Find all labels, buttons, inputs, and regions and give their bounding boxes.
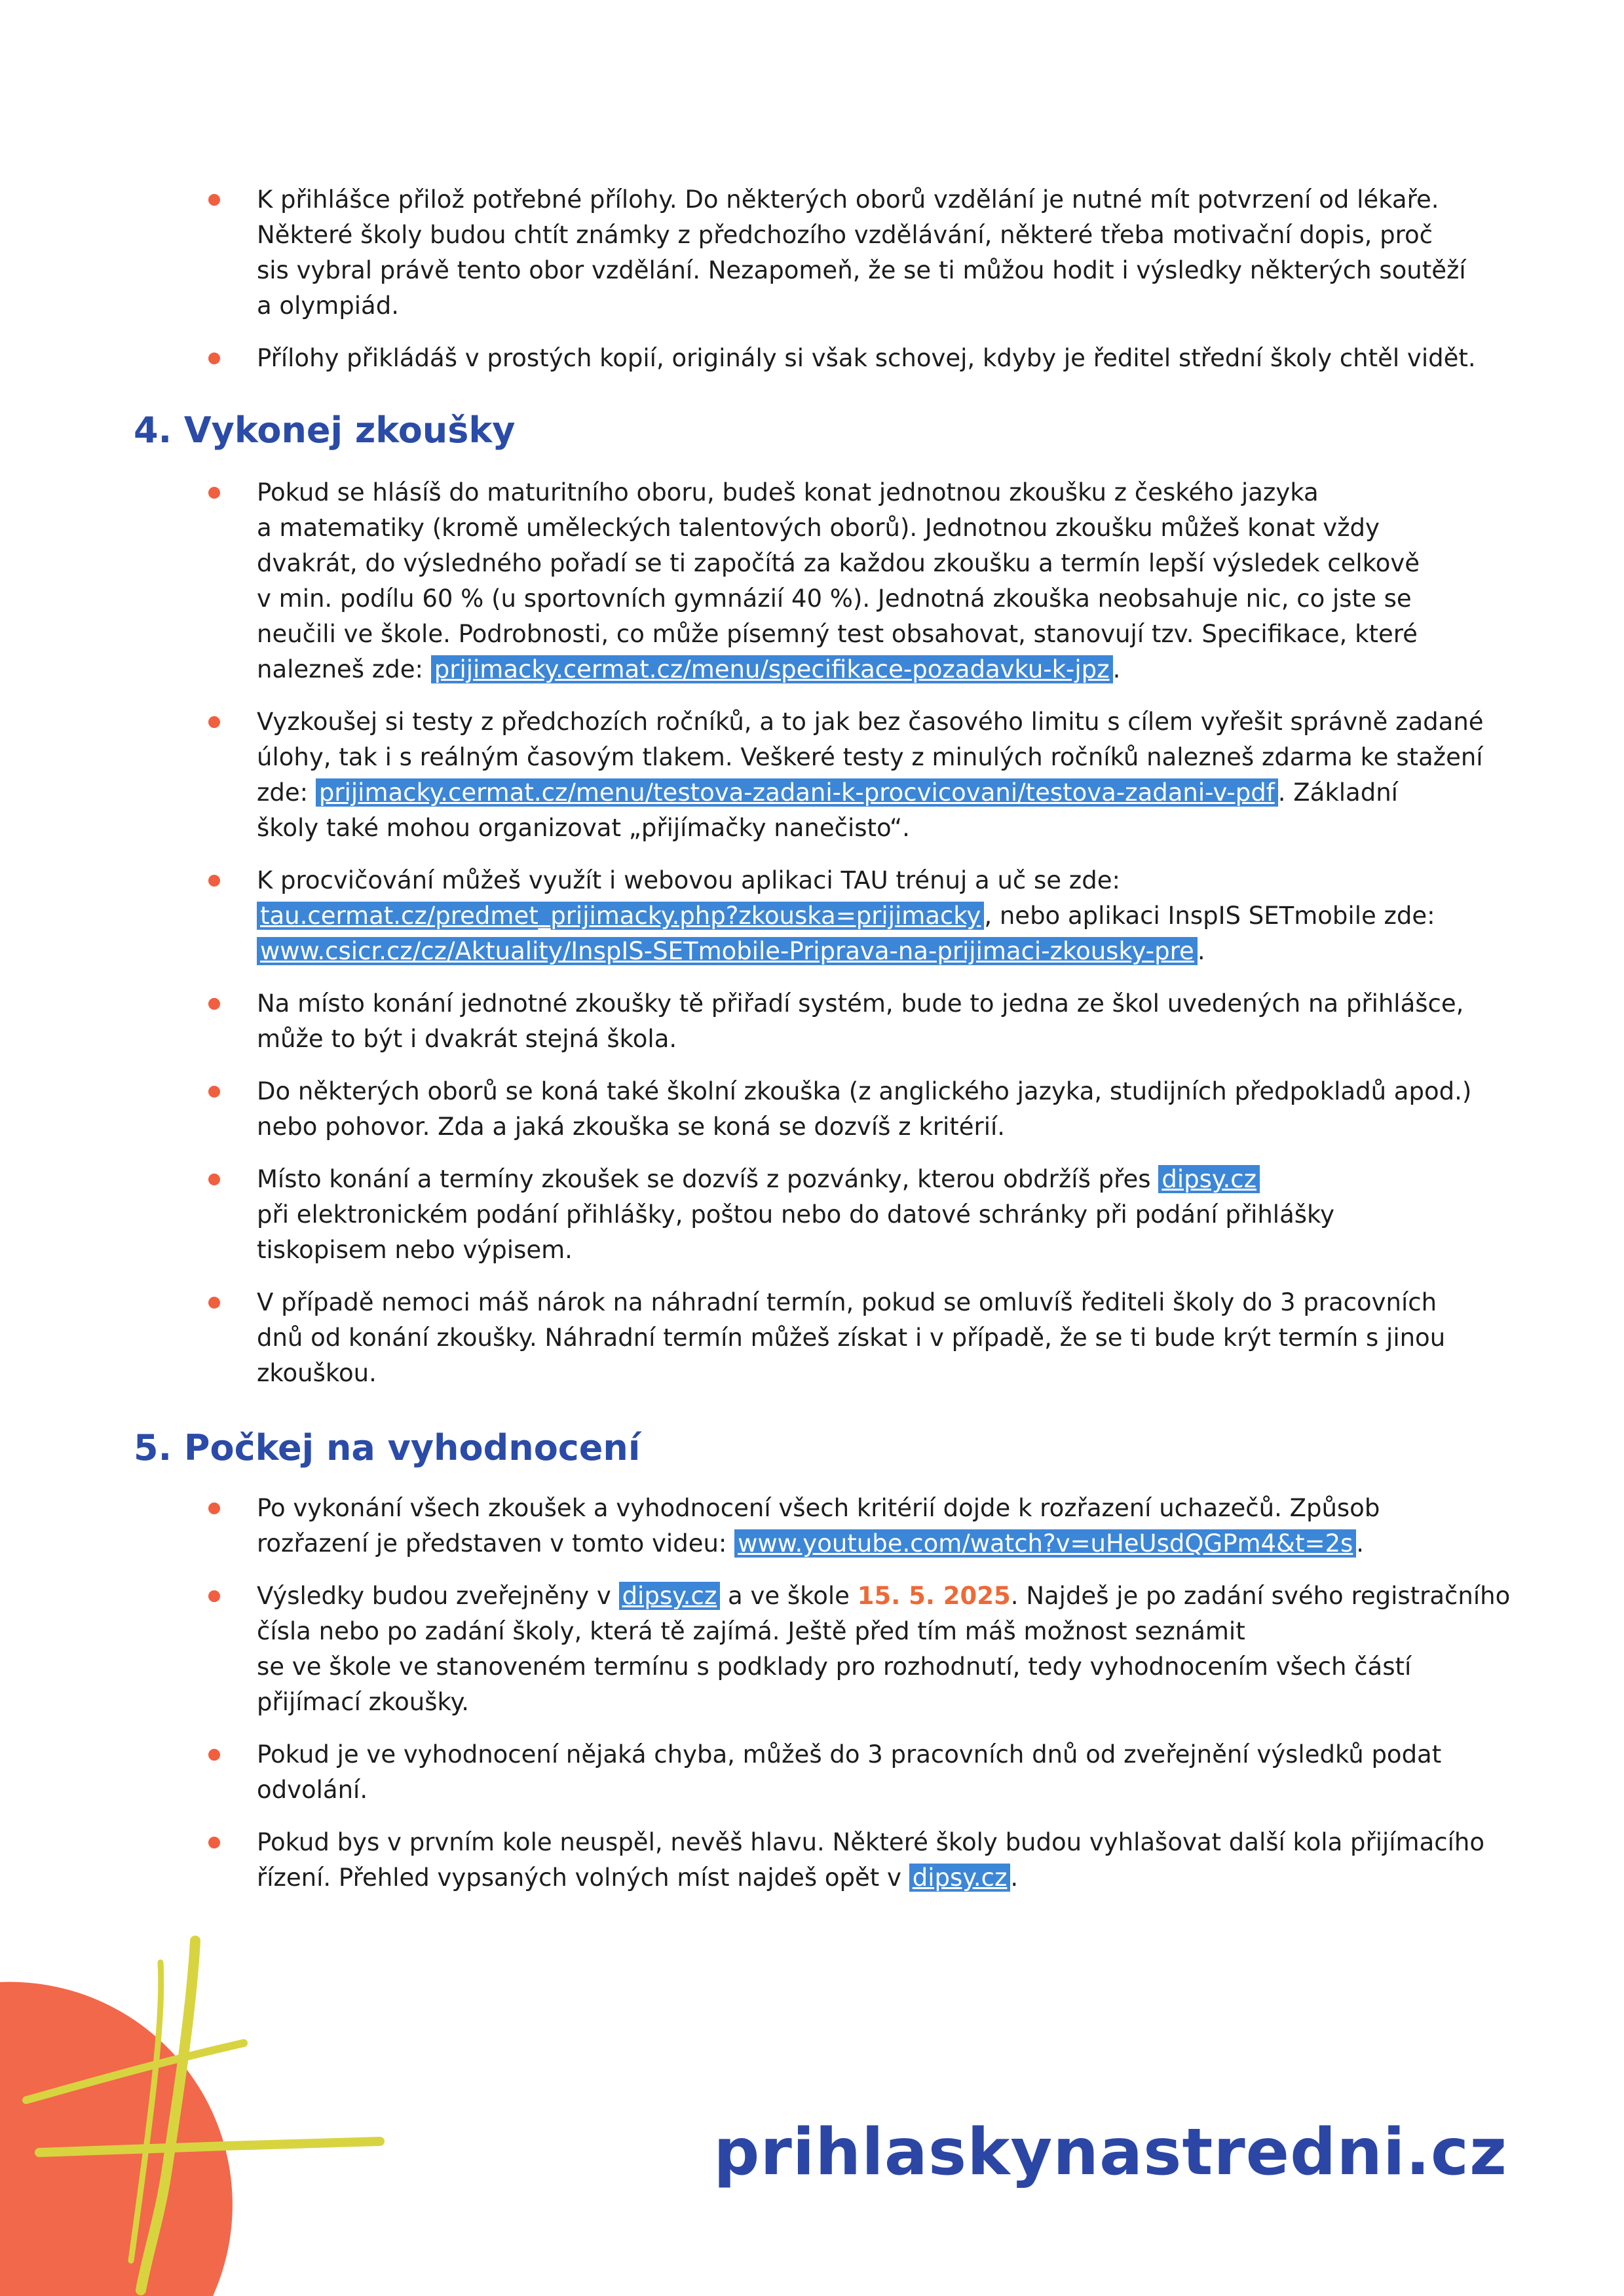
cross-logo-icon — [0, 1933, 406, 2296]
list-item: V případě nemoci máš nárok na náhradní termín, pokud se omluvíš řediteli školy do 3 pracovních dnů od konání zkoušky. Náhradní termín můžeš získat i v případě, že se ti bude krýt termín s jinou zkouškou. — [0, 1285, 1624, 1391]
bullet-icon — [208, 875, 220, 887]
testova-zadani-link[interactable]: prijimacky.cermat.cz/menu/testova-zadani-k-procvicovani/testova-zadani-v-pdf — [316, 778, 1278, 807]
list-item: Pokud bys v prvním kole neuspěl, nevěš hlavu. Některé školy budou vyhlašovat další kola přijímacího řízení. Přehled vypsaných volných míst najdeš opět v dipsy.cz . — [0, 1825, 1624, 1896]
brand-logo-text: prihlaskynastredni.cz — [713, 2115, 1507, 2190]
bullet-icon — [208, 194, 220, 206]
bullet-icon — [208, 1590, 220, 1602]
specifikace-link[interactable]: prijimacky.cermat.cz/menu/specifikace-pozadavku-k-jpz — [431, 655, 1113, 683]
list-item: K přihlášce přilož potřebné přílohy. Do některých oborů vzdělání je nutné mít potvrzení od lékaře. Některé školy budou chtít známky z předchozího vzdělávání, některé třeba motivační dopis, proč sis vybral právě tento obor vzdělání. Nezapomeň, že se ti můžou hodit i výsledky některých soutěží a olympiád. — [0, 182, 1624, 324]
list-item: Výsledky budou zveřejněny v dipsy.cz a ve škole 15. 5. 2025. Najdeš je po zadání svého registračního čísla nebo po zadání školy, která tě zajímá. Ještě před tím máš možnost seznámit se ve škole ve stanoveném termínu s podklady pro rozhodnutí, tedy vyhodnocením všech částí přijímací zkoušky. — [0, 1578, 1624, 1720]
section-5-list — [0, 1491, 1624, 1913]
dipsy-link[interactable]: dipsy.cz — [909, 1864, 1011, 1892]
bullet-icon — [208, 487, 220, 499]
bullet-icon — [208, 1837, 220, 1848]
dipsy-link[interactable]: dipsy.cz — [1158, 1165, 1260, 1193]
list-item: Po vykonání všech zkoušek a vyhodnocení všech kritérií dojde k rozřazení uchazečů. Způsob rozřazení je představen v tomto videu: www.youtube.com/watch?v=uHeUsdQGPm4&t=2s . — [0, 1491, 1624, 1561]
list-item: Do některých oborů se koná také školní zkouška (z anglického jazyka, studijních předpokladů apod.) nebo pohovor. Zda a jaká zkouška se koná se dozvíš z kritérií. — [0, 1074, 1624, 1145]
dipsy-link[interactable]: dipsy.cz — [619, 1582, 721, 1610]
youtube-link[interactable]: www.youtube.com/watch?v=uHeUsdQGPm4&t=2s — [734, 1529, 1356, 1558]
tau-link[interactable]: tau.cermat.cz/predmet_prijimacky.php?zkouska=prijimacky — [257, 902, 984, 930]
bullet-icon — [208, 998, 220, 1010]
bullet-icon — [208, 1297, 220, 1309]
list-item: Vyzkoušej si testy z předchozích ročníků, a to jak bez časového limitu s cílem vyřešit správně zadané úlohy, tak i s reálným časovým tlakem. Veškeré testy z minulých ročníků nalezneš zdarma ke stažení zde: prijimacky.cermat.cz/menu/testova-zadani-k-procvicovani/testova-zadani-v-pdf . Základní školy také mohou organizovat „přijímačky nanečisto“. — [0, 704, 1624, 846]
list-item: Místo konání a termíny zkoušek se dozvíš z pozvánky, kterou obdržíš přes dipsy.cz při elektronickém podání přihlášky, poštou nebo do datové schránky při podání přihlášky tiskopisem nebo výpisem. — [0, 1162, 1624, 1268]
section-5-heading: 5. Počkej na vyhodnocení — [134, 1427, 641, 1468]
inspis-link[interactable]: www.csicr.cz/cz/Aktuality/InspIS-SETmobile-Priprava-na-prijimaci-zkousky-pre — [257, 937, 1198, 965]
section-4-list — [0, 475, 1624, 1408]
list-item: Pokud se hlásíš do maturitního oboru, budeš konat jednotnou zkoušku z českého jazyka a matematiky (kromě uměleckých talentových oborů). Jednotnou zkoušku můžeš konat vždy dvakrát, do výsledného pořadí se ti započítá za každou zkoušku a termín lepší výsledek celkově v min. podílu 60 % (u sportovních gymnázií 40 %). Jednotná zkouška neobsahuje nic, co jste se neučili ve škole. Podrobnosti, co může písemný test obsahovat, stanovují tzv. Specifikace, které nalezneš zde: prijimacky.cermat.cz/menu/specifikace-pozadavku-k-jpz . — [0, 475, 1624, 687]
section-4-heading: 4. Vykonej zkoušky — [134, 410, 516, 451]
bullet-icon — [208, 716, 220, 728]
bullet-icon — [208, 1749, 220, 1761]
bullet-icon — [208, 1174, 220, 1185]
list-item: K procvičování můžeš využít i webovou aplikaci TAU trénuj a uč se zde: tau.cermat.cz/predmet_prijimacky.php?zkouska=prijimacky , nebo aplikaci InspIS SETmobile zde: www.csicr.cz/cz/Aktuality/InspIS-SETmobile-Priprava-na-prijimaci-zkousky-pre . — [0, 863, 1624, 969]
intro-list — [0, 182, 1624, 393]
bullet-icon — [208, 353, 220, 364]
list-item: Pokud je ve vyhodnocení nějaká chyba, můžeš do 3 pracovních dnů od zveřejnění výsledků podat odvolání. — [0, 1737, 1624, 1808]
bullet-icon — [208, 1086, 220, 1098]
results-date: 15. 5. 2025 — [857, 1582, 1011, 1610]
bullet-icon — [208, 1502, 220, 1514]
list-item: Na místo konání jednotné zkoušky tě přiřadí systém, bude to jedna ze škol uvedených na přihlášce, může to být i dvakrát stejná škola. — [0, 986, 1624, 1057]
list-item: Přílohy přikládáš v prostých kopií, originály si však schovej, kdyby je ředitel střední školy chtěl vidět. — [0, 341, 1624, 376]
